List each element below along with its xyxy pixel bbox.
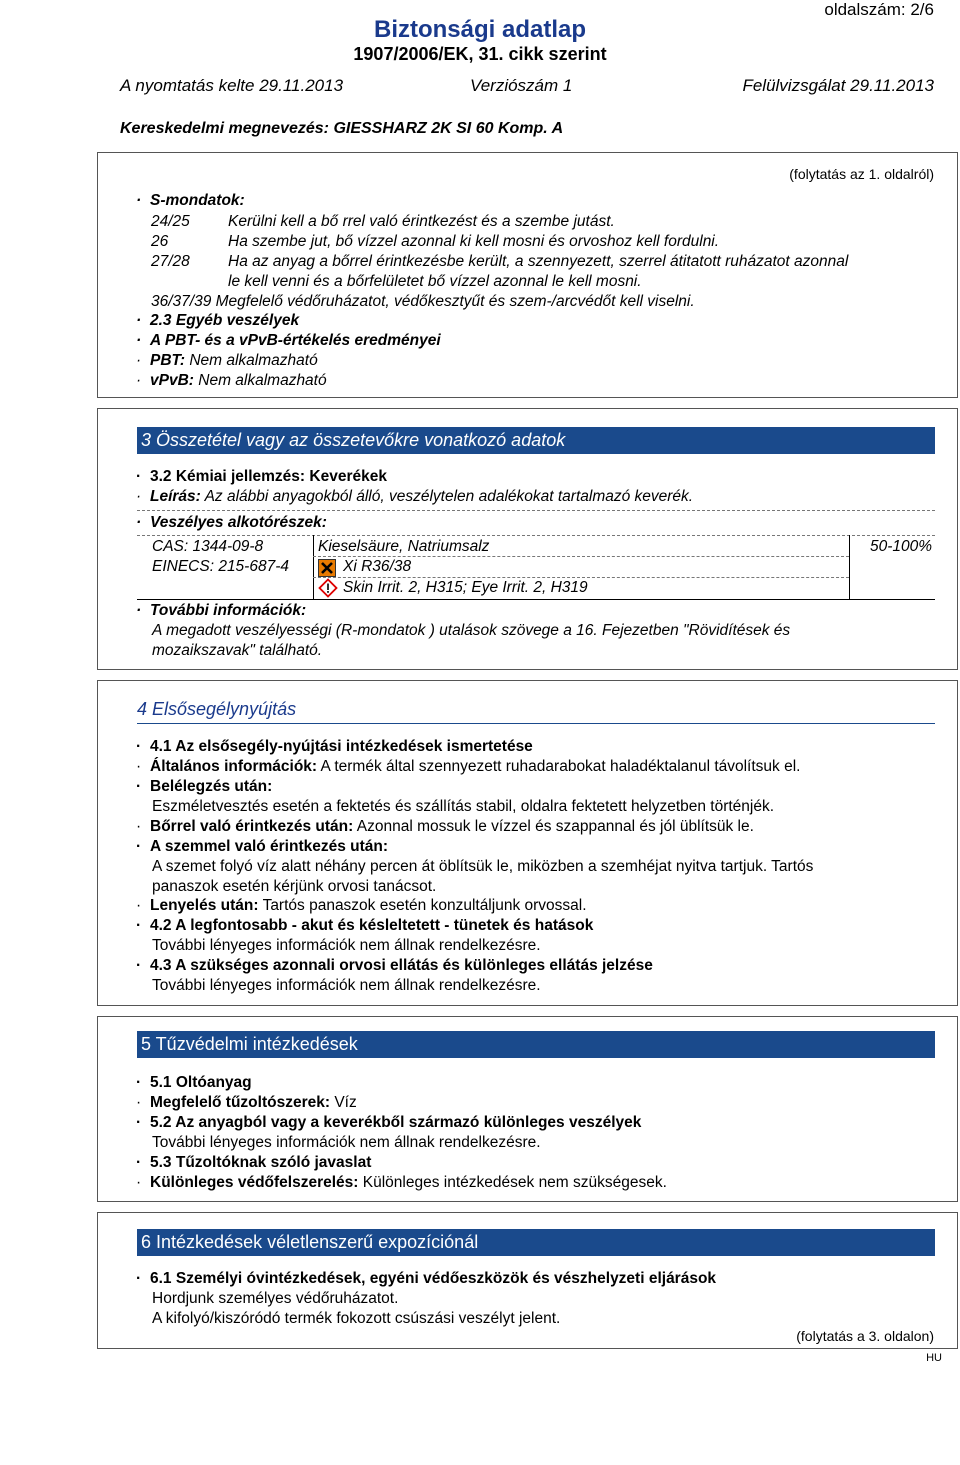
vpvb-line: · vPvB: Nem alkalmazható (136, 371, 327, 390)
chemical-characterization: · 3.2 Kémiai jellemzés: Keverékek (136, 467, 387, 486)
first-aid-measures-heading: · 4.1 Az elsősegély-nyújtási intézkedések ismertetése (136, 737, 533, 756)
personal-precautions-text: Hordjunk személyes védőruházatot. (152, 1290, 399, 1307)
firefighter-advice-heading: · 5.3 Tűzoltóknak szóló javaslat (136, 1153, 371, 1172)
section-6-title: 6 Intézkedések véletlenszerű expozíciónál (137, 1229, 935, 1256)
suitable-extinguishers-line: · Megfelelő tűzoltószerek: Víz (136, 1093, 357, 1112)
cas-number: CAS: 1344-09-8 (152, 538, 264, 555)
continued-from-note: (folytatás az 1. oldalról) (789, 166, 934, 182)
description-line: · Leírás: Az alábbi anyagokból álló, veszélytelen adalékokat tartalmazó keverék. (136, 487, 693, 506)
more-info-text-continued: mozaikszavak" található. (152, 642, 323, 659)
protective-equipment-line: · Különleges védőfelszerelés: Különleges intézkedések nem szükségesek. (136, 1173, 667, 1192)
hazard-cross-icon (318, 559, 336, 577)
version-number: Verziószám 1 (470, 76, 573, 95)
eye-contact-heading: · A szemmel való érintkezés után: (136, 837, 388, 856)
language-code: HU (926, 1352, 942, 1364)
xi-r-phrases: Xi R36/38 (343, 558, 412, 575)
section-4-title: 4 Elsősegélynyújtás (137, 699, 297, 719)
other-hazards-heading: · 2.3 Egyéb veszélyek (136, 311, 299, 330)
document-subtitle: 1907/2006/EK, 31. cikk szerint (353, 44, 607, 64)
s-phrase-text-continued: le kell venni és a bőrfelületet bő vízzel azonnal le kell mosni. (228, 273, 642, 290)
page-number: oldalszám: 2/6 (824, 0, 934, 19)
s-phrase-last: 36/37/39 Megfelelő védőruházatot, védőkesztyűt és szem-/arcvédőt kell viselni. (151, 293, 695, 310)
document-title: Biztonsági adatlap (373, 16, 587, 43)
eye-contact-text-continued: panaszok esetén kérjünk orvosi tanácsot. (152, 878, 437, 895)
symptoms-text: További lényeges információk nem állnak rendelkezésre. (152, 937, 541, 954)
section-5-title: 5 Tűzvédelmi intézkedések (137, 1031, 935, 1058)
pbt-line: · PBT: Nem alkalmazható (136, 351, 318, 370)
personal-precautions-heading: · 6.1 Személyi óvintézkedések, egyéni védőeszközök és vészhelyzeti eljárások (136, 1269, 716, 1288)
s-phrase-text: Kerülni kell a bő rrel való érintkezést és a szembe jutást. (228, 213, 615, 230)
medical-attention-text: További lényeges információk nem állnak rendelkezésre. (152, 977, 541, 994)
substance-name: Kieselsäure, Natriumsalz (318, 538, 490, 555)
symptoms-heading: · 4.2 A legfontosabb - akut és késleltetett - tünetek és hatások (136, 916, 593, 935)
separator (137, 510, 935, 511)
exclamation-pictogram-icon (318, 578, 338, 598)
trade-name: Kereskedelmi megnevezés: GIESSHARZ 2K SI 60 Komp. A (120, 120, 564, 137)
s-phrase-code: 26 (151, 233, 169, 250)
special-hazards-heading: · 5.2 Az anyagból vagy a keverékből származó különleges veszélyek (136, 1113, 641, 1132)
inhalation-text: Eszméletvesztés esetén a fektetés és szállítás stabil, oldalra fektetett helyzetben történjék. (152, 798, 775, 815)
slip-hazard-text: A kifolyó/kiszóródó termék fokozott csúszási veszélyt jelent. (152, 1310, 561, 1327)
more-info-text: A megadott veszélyességi (R-mondatok ) utalások szövege a 16. Fejezetben "Rövidítések és (152, 622, 791, 639)
general-info-line: · Általános információk: A termék által szennyezett ruhadarabokat haladéktalanul távolítsuk el. (136, 757, 800, 776)
skin-contact-line: · Bőrrel való érintkezés után: Azonnal mossuk le vízzel és szappannal és jól üblítsük le. (136, 817, 754, 836)
review-date: Felülvizsgálat 29.11.2013 (742, 76, 934, 95)
section-3-title: 3 Összetétel vagy az összetevőkre vonatkozó adatok (137, 427, 935, 454)
s-phrase-text: Ha szembe jut, bő vízzel azonnal ki kell mosni és orvoshoz kell fordulni. (228, 233, 720, 250)
s-phrase-code: 24/25 (151, 213, 190, 230)
inhalation-heading: · Belélegzés után: (136, 777, 272, 796)
ingestion-line: · Lenyelés után: Tartós panaszok esetén konzultáljunk orvossal. (136, 896, 587, 915)
extinguishing-media-heading: · 5.1 Oltóanyag (136, 1073, 252, 1092)
concentration-range: 50-100% (869, 538, 932, 555)
einecs-number: EINECS: 215-687-4 (152, 558, 289, 575)
more-info-title: · További információk: (136, 601, 306, 620)
pbt-assessment-heading: · A PBT- és a vPvB-értékelés eredményei (136, 331, 441, 350)
special-hazards-text: További lényeges információk nem állnak rendelkezésre. (152, 1134, 541, 1151)
clp-classification: Skin Irrit. 2, H315; Eye Irrit. 2, H319 (343, 579, 588, 596)
continued-on-note: (folytatás a 3. oldalon) (796, 1328, 934, 1344)
s-phrase-text: Ha az anyag a bőrrel érintkezésbe került, a szennyezett, szerrel átitatott ruházatot azonnal (228, 253, 849, 270)
s-phrase-code: 27/28 (151, 253, 190, 270)
s-phrases-title: · S-mondatok: (136, 191, 245, 210)
hazardous-components-title: · Veszélyes alkotórészek: (136, 513, 327, 532)
separator (849, 535, 850, 600)
medical-attention-heading: · 4.3 A szükséges azonnali orvosi ellátás és különleges ellátás jelzése (136, 956, 653, 975)
eye-contact-text: A szemet folyó víz alatt néhány percen át öblítsük le, miközben a szemhéjat nyitva tartjuk. Tartós (152, 858, 814, 875)
separator (313, 535, 314, 600)
print-date: A nyomtatás kelte 29.11.2013 (120, 76, 344, 95)
separator (137, 723, 935, 724)
